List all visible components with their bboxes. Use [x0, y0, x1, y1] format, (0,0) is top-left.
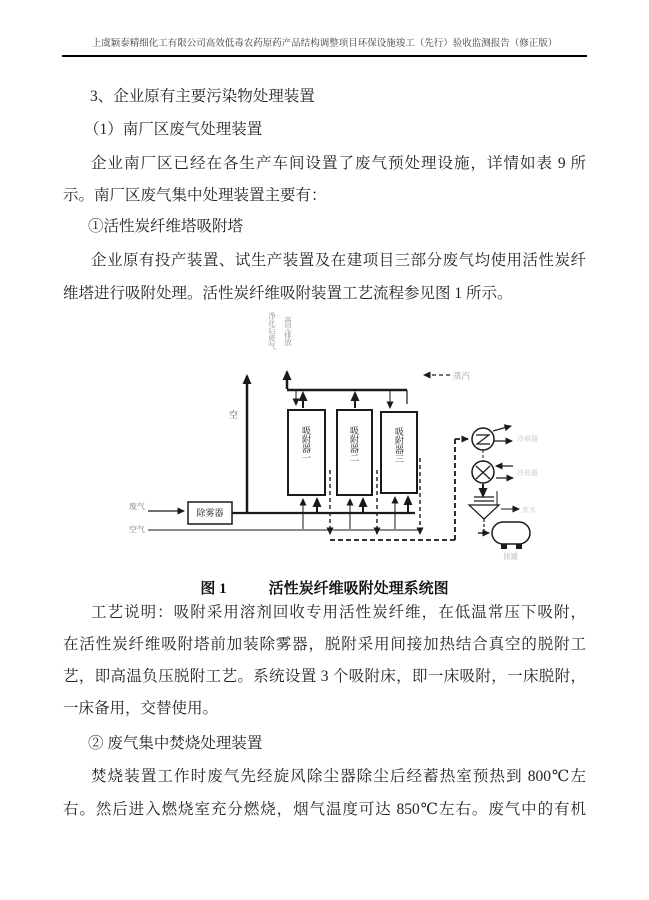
- paragraph-line: 示。南厂区废气集中处理装置主要有：: [63, 187, 327, 204]
- cooler-label: 冷却器: [517, 469, 538, 477]
- tank-label: 储罐: [503, 552, 518, 561]
- tower3-label: 吸附器三: [394, 427, 404, 463]
- steam-label: 蒸汽: [453, 371, 471, 381]
- section-heading: 3、企业原有主要污染物处理装置: [90, 88, 315, 105]
- page-header: 上虞颖泰精细化工有限公司高效低毒农药原药产品结构调整项目环保设施竣工（先行）验收监测报告（修正版）: [62, 38, 587, 57]
- wastewater-label: 废水: [522, 506, 536, 514]
- paragraph-line: 维塔进行吸附处理。活性炭纤维吸附装置工艺流程参见图 1 所示。: [63, 285, 513, 302]
- process-flow-diagram: [60, 300, 600, 575]
- exhaust-note-col2: 高空排放: [283, 316, 293, 346]
- demister-label: 除雾器: [196, 508, 224, 518]
- tank-foot-1: [501, 544, 507, 549]
- paragraph-line: 右。然后进入燃烧室充分燃烧，烟气温度可达 850℃左右。废气中的有机: [63, 801, 586, 818]
- paragraph-line: 在活性炭纤维吸附塔前加装除雾器，脱附采用间接加热结合真空的脱附工: [63, 636, 586, 653]
- paragraph-line: 艺，即高温负压脱附工艺。系统设置 3 个吸附床，即一床吸附，一床脱附，: [63, 668, 586, 685]
- paragraph-line: 企业原有投产装置、试生产装置及在建项目三部分废气均使用活性炭纤: [91, 252, 586, 269]
- condenser-out-arrow-1: [493, 426, 511, 431]
- paragraph-line: 焚烧装置工作时废气先经旋风除尘器除尘后经蓄热室预热到 800℃左: [91, 768, 586, 785]
- tower2-label: 吸附器二: [349, 426, 359, 462]
- figure-caption-title: 活性炭纤维吸附处理系统图: [268, 581, 449, 597]
- waste-gas-label: 废气: [129, 502, 145, 511]
- figure-caption-label: 图 1: [200, 581, 227, 597]
- recovery-tank: [492, 522, 530, 544]
- condenser-label: 冷凝器: [517, 435, 538, 443]
- figure-caption: [63, 577, 586, 598]
- vent-label: 空: [229, 410, 239, 420]
- exhaust-note-col1: 净化后废气: [267, 312, 277, 350]
- paragraph-line: 工艺说明：吸附采用溶剂回收专用活性炭纤维，在低温常压下吸附，: [91, 604, 586, 621]
- paragraph-line: 一床备用，交替使用。: [63, 700, 219, 717]
- item1-heading: ①活性炭纤维塔吸附塔: [88, 218, 244, 235]
- tank-foot-2: [516, 544, 522, 549]
- item2-heading: ② 废气集中焚烧处理装置: [88, 735, 263, 752]
- paragraph-line: 企业南厂区已经在各生产车间设置了废气预处理设施，详情如表 9 所: [91, 155, 586, 172]
- tower1-label: 吸附器一: [301, 426, 311, 462]
- subsection-heading: （1）南厂区废气处理装置: [84, 121, 263, 138]
- separator-funnel: [469, 505, 499, 519]
- air-label: 空气: [129, 525, 145, 534]
